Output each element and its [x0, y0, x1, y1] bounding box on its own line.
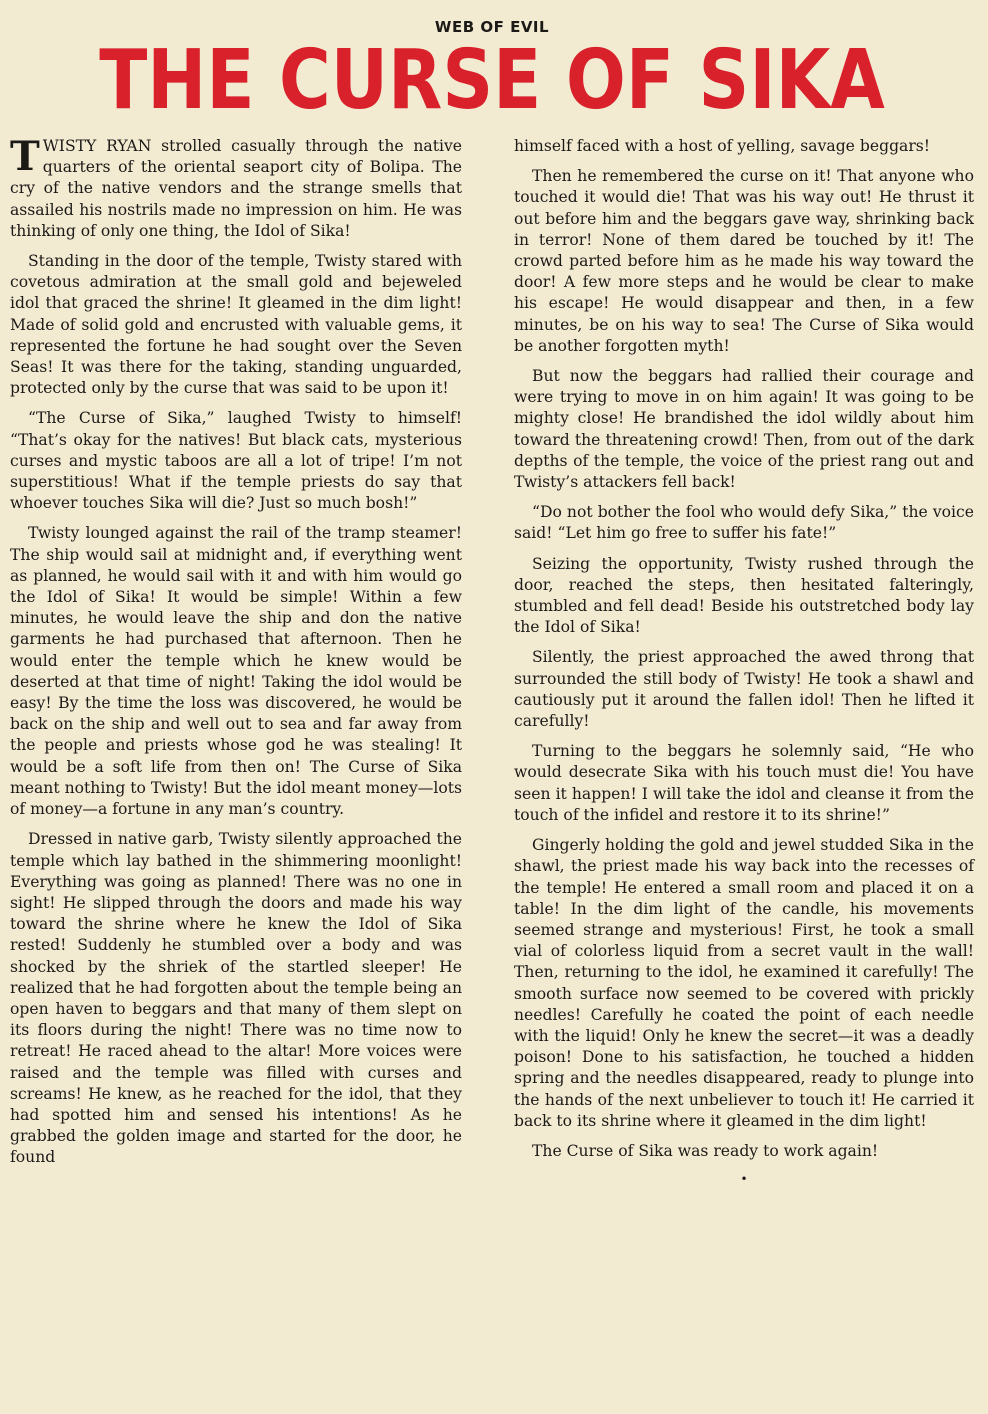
- paragraph: Turning to the beggars he solemnly said, “He who would desecrate Sika with his touch must die! You have seen it happen! I will take the idol and cleanse it from the touch of the infidel and restore it to its shrine!”: [514, 742, 974, 824]
- drop-cap: T: [10, 133, 40, 180]
- paragraph: [10, 133, 462, 242]
- series-title: WEB OF EVIL: [434, 18, 550, 36]
- paragraph: Gingerly holding the gold and jewel studded Sika in the shawl, the priest made his way back into the recesses of the temple! He entered a small room and placed it on a table! In the dim light of the candle, his movements seemed strange and mysterious! First, he took a small vial of colorless liquid from a secret vault in the wall! Then, returning to the idol, he examined it carefully! The smooth surface now seemed to be covered with prickly needles! Carefully he coated the point of each needle with the liquid! Only he knew the secret—it was a deadly poison! Done to his satisfaction, he touched a hidden spring and the needles disappeared, ready to plunge into the hands of the next unbeliever to touch it! He carried it back to its shrine where it gleamed in the dim light!: [514, 836, 974, 1130]
- paragraph: Dressed in native garb, Twisty silently approached the temple which lay bathed in the shimmering moonlight! Everything was going as planned! There was no one in sight! He slipped through the doors and made his way toward the shrine where he knew the Idol of Sika rested! Suddenly he stumbled over a body and was shocked by the shriek of the startled sleeper! He realized that he had forgotten about the temple being an open haven to beggars and that many of them slept on its floors during the night! There was no time now to retreat! He raced ahead to the altar! More voices were raised and the temple was filled with curses and screams! He knew, as he reached for the idol, that they had spotted him and sensed his intentions! As he grabbed the golden image and started for the door, he found: [10, 830, 462, 1167]
- paragraph-continued: himself faced with a host of yelling, savage beggars!: [514, 137, 931, 155]
- paragraph-text: WISTY RYAN strolled casually through the native quarters of the oriental seaport city of Bolipa. The cry of the native vendors and the strange smells that assailed his nostrils made no impression on him. He was thinking of only one thing, the Idol of Sika!: [10, 137, 462, 240]
- story-title: THE CURSE OF SIKA: [99, 33, 885, 128]
- paragraph: “Do not bother the fool who would defy Sika,” the voice said! “Let him go free to suffer his fate!”: [514, 503, 974, 543]
- right-column: [514, 136, 974, 1406]
- paragraph: Silently, the priest approached the awed throng that surrounded the still body of Twisty! He took a shawl and cautiously put it around the fallen idol! Then he lifted it carefully!: [514, 648, 974, 731]
- paragraph: But now the beggars had rallied their courage and were trying to move in on him again! It was going to be mighty close! He brandished the idol wildly about him toward the threatening crowd! Then, from out of the dark depths of the temple, the voice of the priest rang out and Twisty’s attackers fell back!: [514, 367, 974, 492]
- left-column: [10, 133, 462, 1406]
- paragraph: “The Curse of Sika,” laughed Twisty to himself! “That’s okay for the natives! But black cats, mysterious curses and mystic taboos are all a lot of tripe! I’m not superstitious! What if the temple priests do say that whoever touches Sika will die? Just so much bosh!”: [10, 409, 462, 513]
- story-columns: [10, 133, 974, 1406]
- paragraph: Then he remembered the curse on it! That anyone who touched it would die! That was his way out! He thrust it out before him and the beggars gave way, shrinking back in terror! None of them dared be touched by it! The crowd parted before him as he made his way toward the door! A few more steps and he would be clear to make his escape! He would disappear and then, in a few minutes, be on his way to sea! The Curse of Sika would be another forgotten myth!: [514, 167, 974, 355]
- closing-line: The Curse of Sika was ready to work again!: [532, 1141, 879, 1160]
- end-mark: •: [740, 1172, 748, 1187]
- paragraph: Twisty lounged against the rail of the tramp steamer! The ship would sail at midnight and, if everything went as planned, he would sail with it and with him would go the Idol of Sika! It would be simple! Within a few minutes, he would leave the ship and don the native garments he had purchased that afternoon. Then he would enter the temple which he knew would be deserted at that time of night! Taking the idol would be easy! By the time the loss was discovered, he would be back on the ship and well out to sea and far away from the people and priests whose god he was stealing! It would be a soft life from then on! The Curse of Sika meant nothing to Twisty! But the idol meant money—lots of money—a fortune in any man’s country.: [10, 524, 462, 819]
- paragraph: Standing in the door of the temple, Twisty stared with covetous admiration at the small gold and bejeweled idol that graced the shrine! It gleamed in the dim light! Made of solid gold and encrusted with valuable gems, it represented the fortune he had sought over the Seven Seas! It was there for the taking, standing unguarded, protected only by the curse that was said to be upon it!: [10, 252, 462, 398]
- paragraph: Seizing the opportunity, Twisty rushed through the door, reached the steps, then hesitated falteringly, stumbled and fell dead! Beside his outstretched body lay the Idol of Sika!: [514, 554, 974, 637]
